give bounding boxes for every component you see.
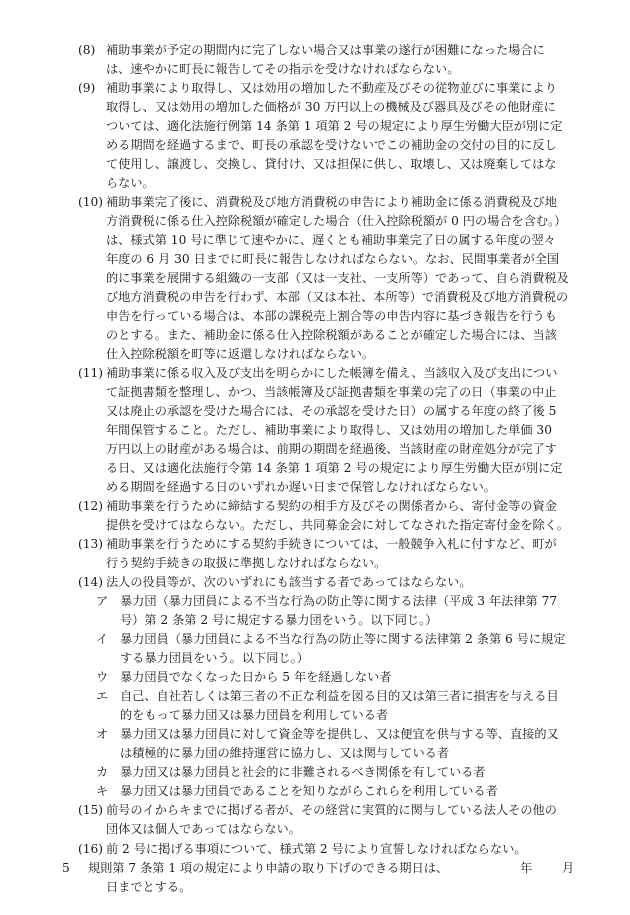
section-5-line-1: 規則第 7 条第 1 項の規定により申請の取り下げのできる期日は、 [88,861,449,875]
item-10-line-4: 年度の 6 月 30 日までに町長に報告しなければならない。なお、民間事業者が全国 [106,252,560,266]
subitem-i-line-2: する暴力団員をいう。以下同じ。） [120,651,309,665]
subitem-mark-u: ウ [96,670,109,684]
subitem-e-line-2: 的をもって暴力団又は暴力団員を利用している者 [120,708,389,722]
item-number-11: (11) [78,366,104,380]
subitem-mark-o: オ [96,727,109,741]
subitem-mark-ki: キ [96,784,109,798]
section-5-month-label: 月 [562,861,575,875]
item-9-line-5: て使用し、譲渡し、交換し、貸付け、又は担保に供し、取壊し、又は廃棄してはな [106,157,557,171]
item-13-line-1: 補助事業を行うためにする契約手続きについては、一般競争入札に付すなど、町が [106,537,557,551]
item-11-line-6: る日、又は適化法施行令第 14 条第 1 項第 2 号の規定により厚生労働大臣が別に定 [106,461,563,475]
item-10-line-1: 補助事業完了後に、消費税及び地方消費税の申告により補助金に係る消費税及び地 [106,195,557,209]
item-number-8: (8) [78,43,96,57]
subitem-u-line-1: 暴力団員でなくなった日から 5 年を経過しない者 [120,670,392,684]
item-10-line-7: 申告を行っている場合は、本部の課税売上割合等の申告内容に基づき報告を行うも [106,309,557,323]
subitem-ka-line-1: 暴力団又は暴力団員と社会的に非難されるべき関係を有している者 [120,765,486,779]
item-15-line-1: 前号のイからキまでに掲げる者が、その経営に実質的に関与している法人その他の [106,803,557,817]
subitem-mark-a: ア [96,594,109,608]
item-10-line-9: 仕入控除税額を町等に返還しなければならない。 [106,347,375,361]
section-number-5: 5 [62,861,70,875]
subitem-mark-e: エ [96,689,109,703]
item-number-9: (9) [78,81,96,95]
item-8-line-1: 補助事業が予定の期間内に完了しない場合又は事業の遂行が困難になった場合に [106,43,545,57]
item-10-line-8: のとする。また、補助金に係る仕入控除税額があることが確定した場合には、当該 [106,328,557,342]
item-9-line-1: 補助事業により取得し、又は効用の増加した不動産及びその従物並びに事業により [106,81,557,95]
item-9-line-3: ついては、適化法施行例第 14 条第 1 項第 2 号の規定により厚生労働大臣が別に定 [106,119,563,133]
item-16-line-1: 前 2 号に掲げる事項について、様式第 2 号により宣誓しなければならない。 [106,842,527,856]
item-11-line-5: 万円以上の財産がある場合は、前期の期間を経過後、当該財産の財産処分が完了す [106,442,557,456]
subitem-mark-i: イ [96,632,109,646]
item-number-14: (14) [78,575,104,589]
item-9-line-4: める期間を経過するまで、町長の承認を受けないでこの補助金の交付の目的に反し [106,138,557,152]
item-10-line-6: び地方消費税の申告を行わず、本部（又は本社、本所等）で消費税及び地方消費税の [106,290,569,304]
item-10-line-3: は、様式第 10 号に準じて速やかに、遅くとも補助事業完了日の属する年度の翌々 [106,233,556,247]
item-number-15: (15) [78,803,104,817]
item-9-line-6: らない。 [106,176,155,190]
subitem-i-line-1: 暴力団員（暴力団員による不当な行為の防止等に関する法律第 2 条第 6 号に規定 [120,632,566,646]
item-number-13: (13) [78,537,104,551]
item-12-line-2: 提供を受けてはならない。ただし、共同募金会に対してなされた指定寄付金を除く。 [106,518,569,532]
item-9-line-2: 取得し、又は効用の増加した価格が 30 万円以上の機械及び器具及びその他財産に [106,100,556,114]
item-8-line-2: は、速やかに町長に報告してその指示を受けなければならない。 [106,62,460,76]
item-12-line-1: 補助事業を行うために締結する契約の相手方及びその関係者から、寄付金等の資金 [106,499,557,513]
section-5-year-label: 年 [520,861,533,875]
item-14-line-1: 法人の役員等が、次のいずれにも該当する者であってはならない。 [106,575,472,589]
subitem-mark-ka: カ [96,765,109,779]
subitem-a-line-1: 暴力団（暴力団員による不当な行為の防止等に関する法律（平成 3 年法律第 77 [120,594,558,608]
item-15-line-2: 団体又は個人であってはならない。 [106,822,301,836]
subitem-e-line-1: 自己、自社若しくは第三者の不正な利益を図る目的又は第三者に損害を与える目 [120,689,559,703]
subitem-o-line-2: は積極的に暴力団の維持運営に協力し、又は関与している者 [120,746,450,760]
subitem-ki-line-1: 暴力団又は暴力団員であることを知りながらこれらを利用している者 [120,784,498,798]
section-5-line-2: 日までとする。 [106,880,192,894]
item-10-line-2: 方消費税に係る仕入控除税額が確定した場合（仕入控除税額が 0 円の場合を含む。） [106,214,567,228]
item-11-line-4: 年間保管すること。ただし、補助事業により取得し、又は効用の増加した単価 30 [106,423,552,437]
item-13-line-2: 行う契約手続きの取扱に準拠しなければならない。 [106,556,387,570]
subitem-o-line-1: 暴力団又は暴力団員に対して資金等を提供し、又は便宜を供与する等、直接的又 [120,727,559,741]
item-11-line-1: 補助事業に係る収入及び支出を明らかにした帳簿を備え、当該収入及び支出につい [106,366,558,380]
item-number-16: (16) [78,842,104,856]
item-11-line-7: める期間を経過する日のいずれか遅い日まで保管しなければならない。 [106,480,496,494]
item-10-line-5: 的に事業を展開する組織の一支部（又は一支社、一支所等）であって、自ら消費税及 [106,271,569,285]
item-number-12: (12) [78,499,104,513]
item-11-line-3: 又は廃止の承認を受けた場合には、その承認を受けた日）の属する年度の終了後 5 [106,404,557,418]
item-11-line-2: て証拠書類を整理し、かつ、当該帳簿及び証拠書類を事業の完了の日（事業の中止 [106,385,557,399]
subitem-a-line-2: 号）第 2 条第 2 号に規定する暴力団をいう。以下同じ。） [120,613,438,627]
item-number-10: (10) [78,195,104,209]
